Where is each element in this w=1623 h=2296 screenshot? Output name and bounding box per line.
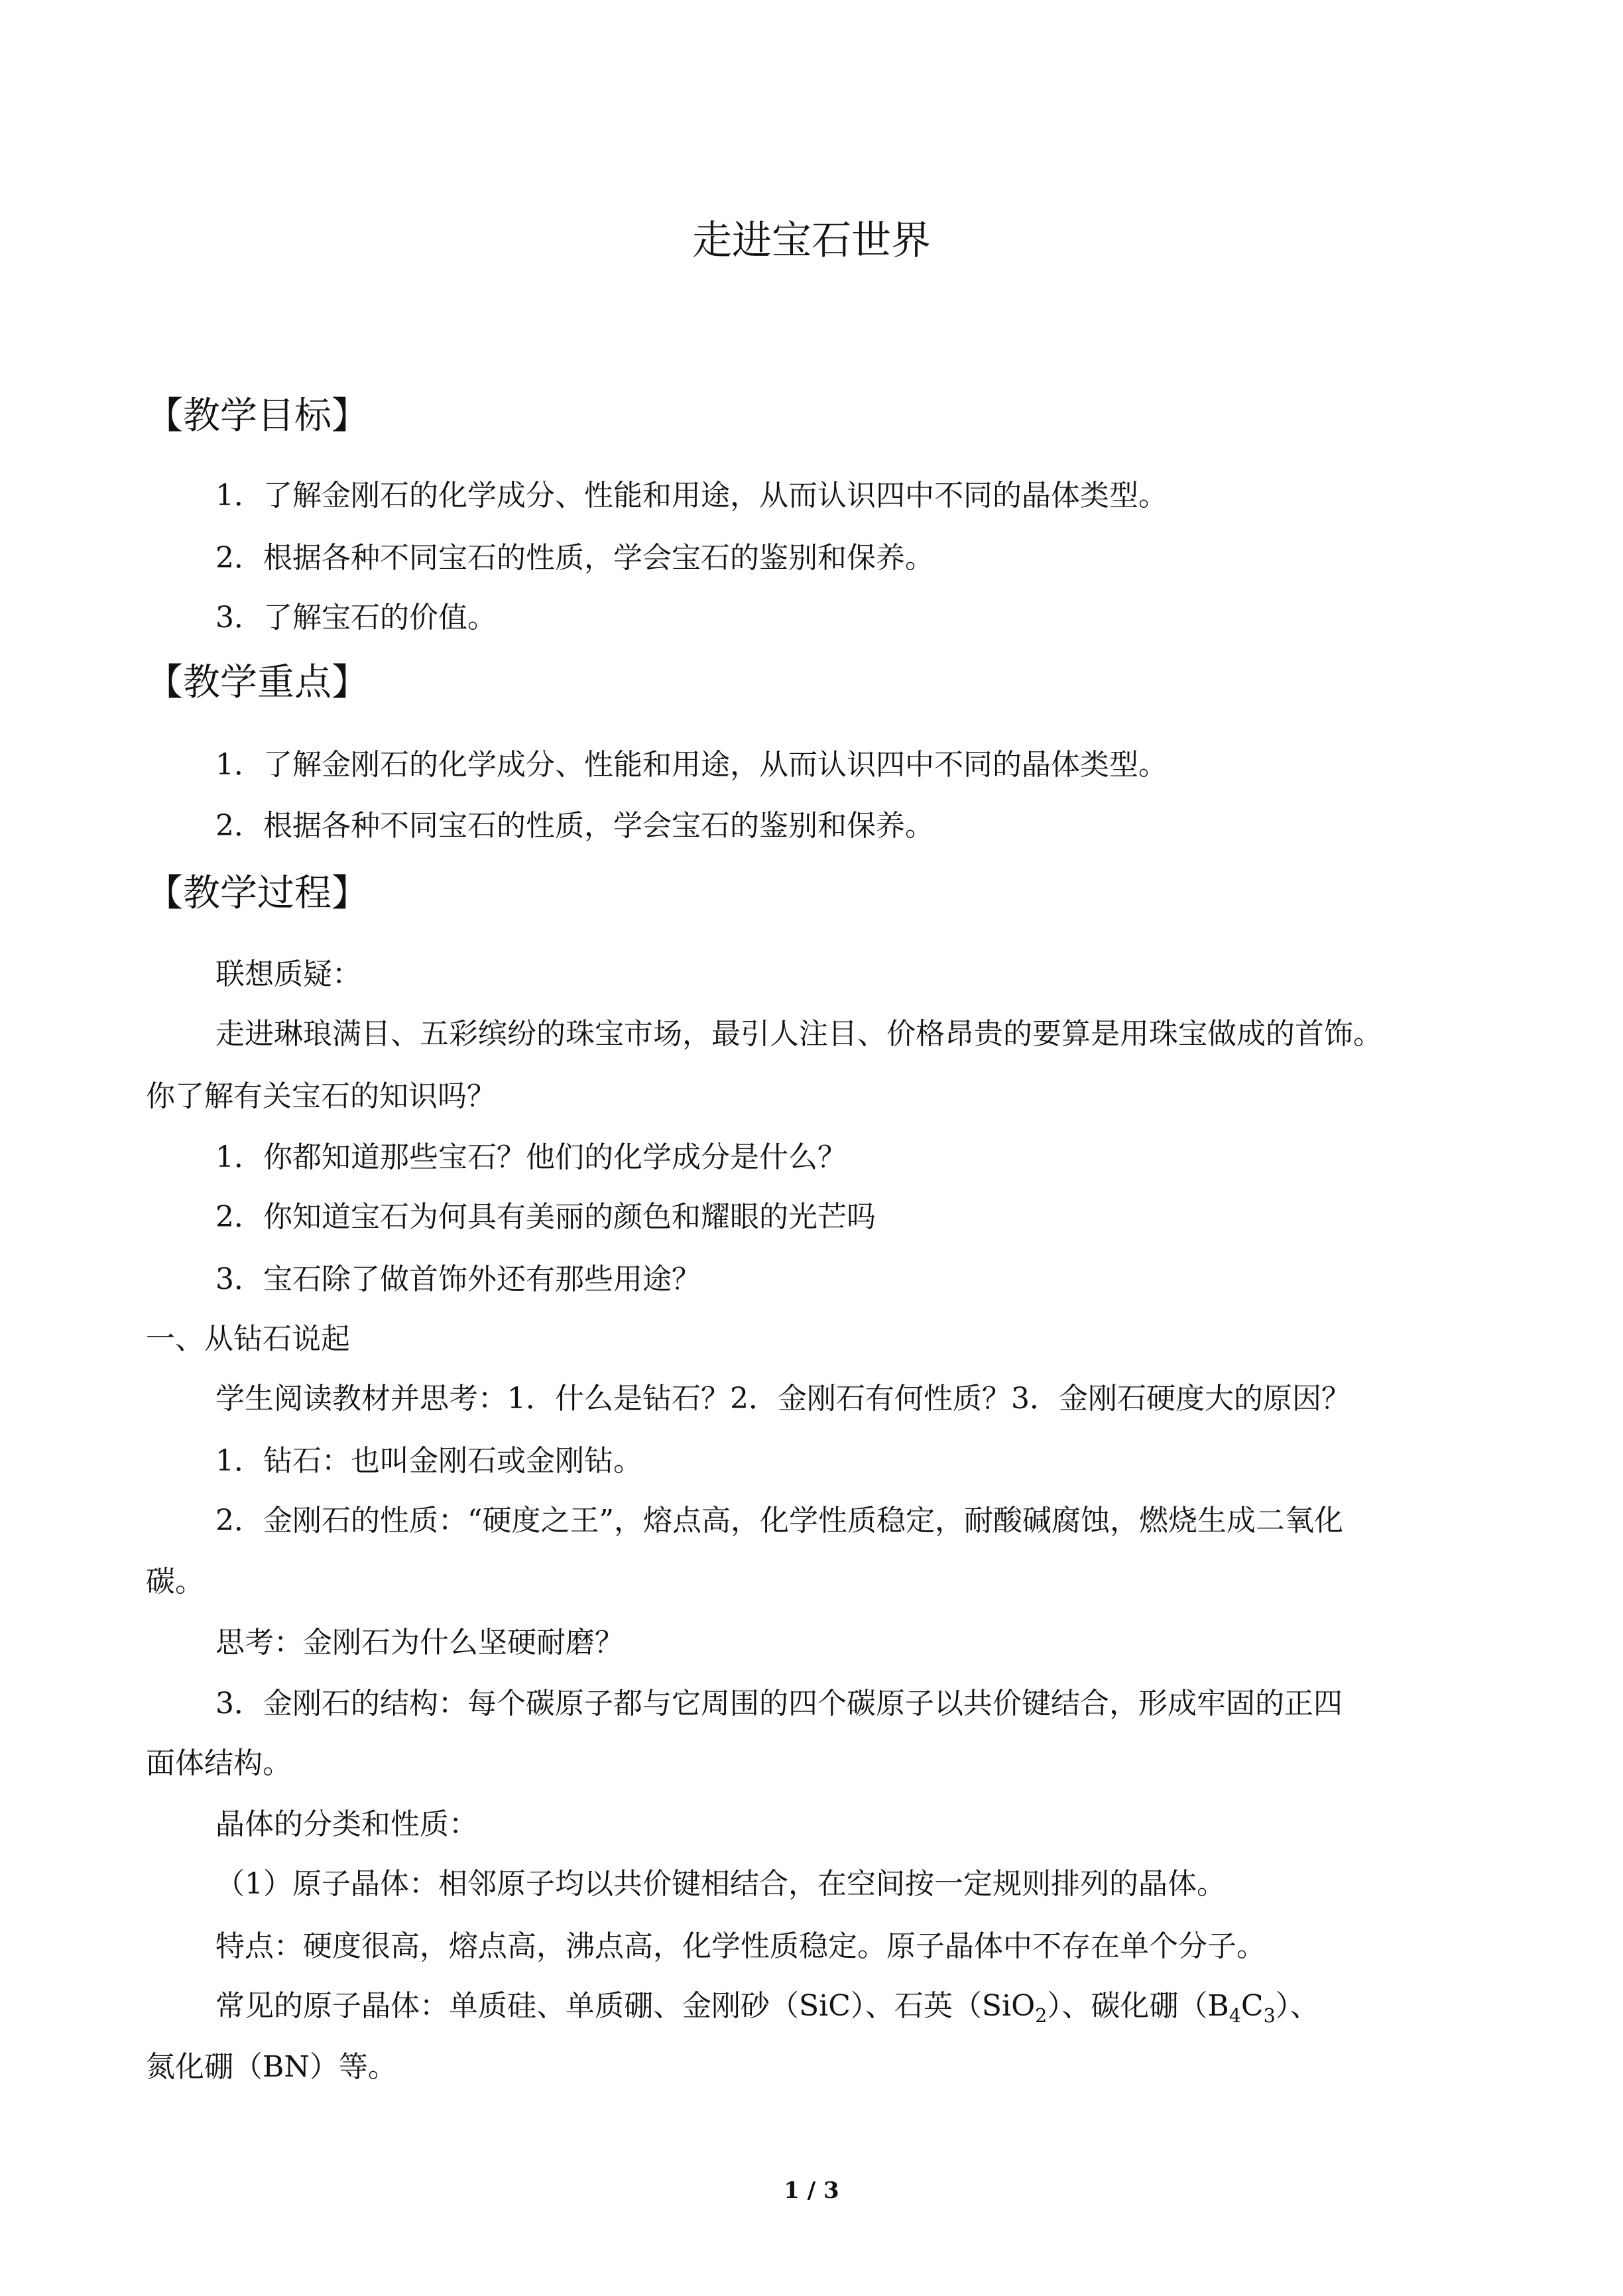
- process-line: 3．金刚石的结构：每个碳原子都与它周围的四个碳原子以共价键结合，形成牢固的正四: [215, 1687, 1343, 1721]
- process-line: 思考：金刚石为什么坚硬耐磨？: [215, 1626, 624, 1660]
- process-line: 特点：硬度很高，熔点高，沸点高，化学性质稳定。原子晶体中不存在单个分子。: [215, 1929, 1266, 1963]
- process-line: 联想质疑：: [215, 957, 361, 991]
- page-number: 1 / 3: [784, 2177, 839, 2204]
- process-line: 晶体的分类和性质：: [215, 1807, 478, 1841]
- subscript: 3: [1263, 2004, 1276, 2027]
- objective-item-3: 3．了解宝石的价值。: [215, 601, 497, 634]
- subscript: 4: [1229, 2004, 1241, 2027]
- process-line: 1．钻石：也叫金刚石或金刚钻。: [215, 1444, 642, 1478]
- subscript: 2: [1035, 2004, 1048, 2027]
- process-line: 氮化硼（BN）等。: [146, 2050, 397, 2084]
- common-crystals-line: [215, 1986, 1319, 2026]
- common-crystals-text: ）、碳化硼（B: [1047, 1989, 1229, 2023]
- objective-item-1: 1．了解金刚石的化学成分、性能和用途，从而认识四中不同的晶体类型。: [215, 479, 1168, 513]
- process-line: （1）原子晶体：相邻原子均以共价键相结合，在空间按一定规则排列的晶体。: [215, 1867, 1226, 1901]
- key-point-item-2: 2．根据各种不同宝石的性质，学会宝石的鉴别和保养。: [215, 809, 934, 843]
- process-line: 2．金刚石的性质：“硬度之王”，熔点高，化学性质稳定，耐酸碱腐蚀，燃烧生成二氧化: [215, 1504, 1343, 1538]
- section-heading-key-points: 【教学重点】: [146, 661, 369, 704]
- process-line: 走进琳琅满目、五彩缤纷的珠宝市场，最引人注目、价格昂贵的要算是用珠宝做成的首饰。: [215, 1017, 1382, 1051]
- process-line: 3．宝石除了做首饰外还有那些用途？: [215, 1262, 701, 1296]
- key-point-item-1: 1．了解金刚石的化学成分、性能和用途，从而认识四中不同的晶体类型。: [215, 748, 1168, 782]
- common-crystals-text: 常见的原子晶体：单质硅、单质硼、金刚砂（SiC）、石英（SiO: [215, 1989, 1036, 2023]
- common-crystals-text: ）、: [1275, 1989, 1319, 2023]
- subsection-heading: 一、从钻石说起: [146, 1322, 350, 1356]
- process-line: 2．你知道宝石为何具有美丽的颜色和耀眼的光芒吗: [215, 1200, 876, 1234]
- objective-item-2: 2．根据各种不同宝石的性质，学会宝石的鉴别和保养。: [215, 541, 934, 575]
- process-line: 你了解有关宝石的知识吗？: [146, 1079, 496, 1113]
- section-heading-process: 【教学过程】: [146, 872, 369, 915]
- process-line: 面体结构。: [146, 1746, 292, 1780]
- section-heading-objectives: 【教学目标】: [146, 394, 369, 438]
- process-line: 1．你都知道那些宝石？他们的化学成分是什么？: [215, 1140, 847, 1174]
- process-line: 碳。: [146, 1565, 204, 1599]
- process-line: 学生阅读教材并思考：1．什么是钻石？2．金刚石有何性质？3．金刚石硬度大的原因？: [215, 1382, 1351, 1416]
- common-crystals-text: C: [1240, 1989, 1264, 2023]
- page-title: 走进宝石世界: [692, 217, 931, 264]
